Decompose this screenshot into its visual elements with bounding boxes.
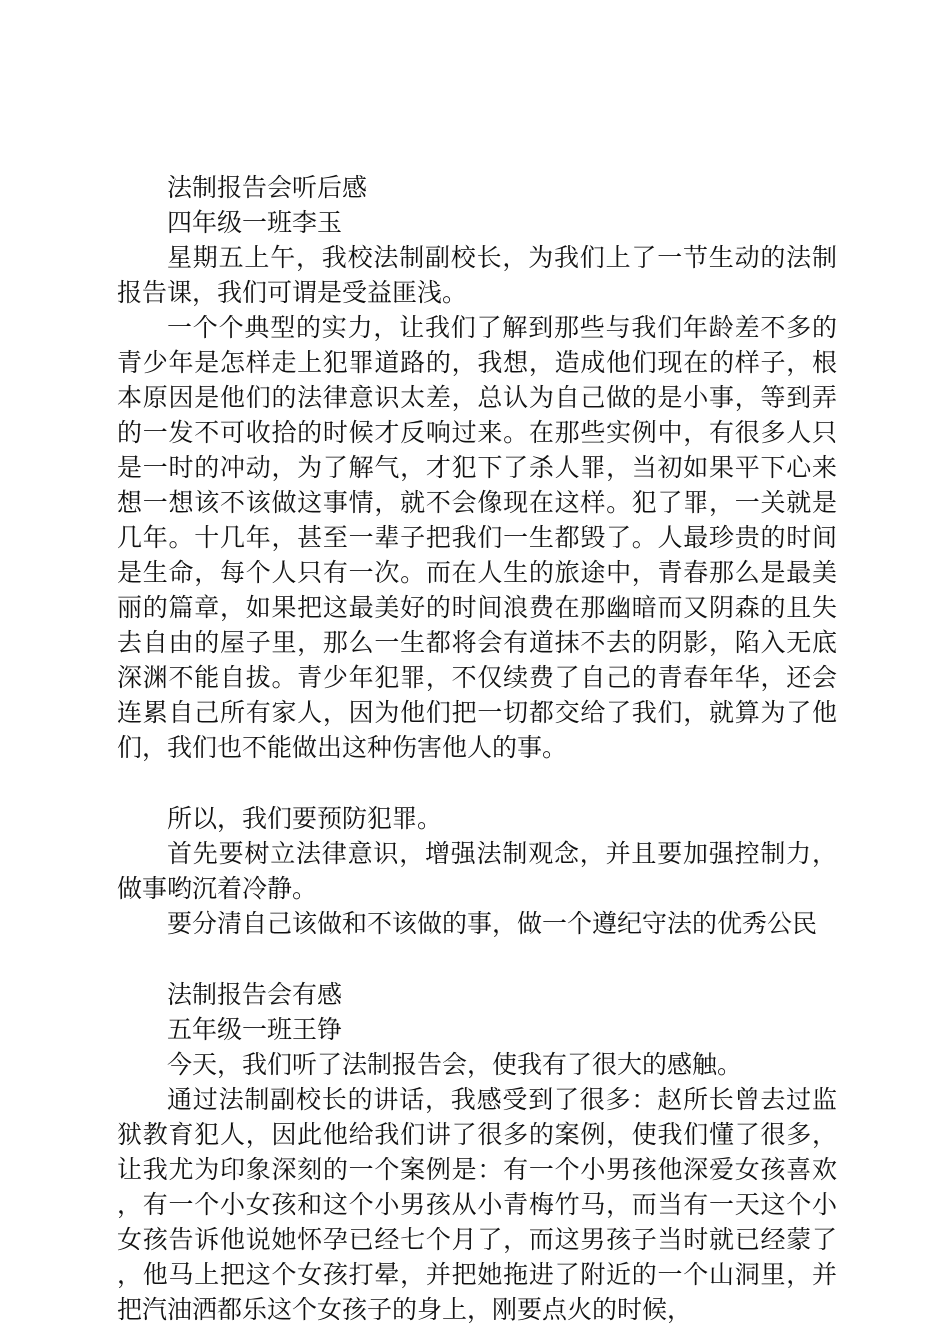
article1-paragraph-5: 要分清自己该做和不该做的事，做一个遵纪守法的优秀公民 (167, 909, 818, 938)
article2-paragraph-1: 今天，我们听了法制报告会，使我有了很大的感触。 (167, 1050, 743, 1079)
article1-paragraph-4: 首先要树立法律意识，增强法制观念，并且要加强控制力，做事哟沉着冷静。 (117, 839, 837, 903)
article2-title: 法制报告会有感 (167, 980, 343, 1009)
article2-paragraph-2: 通过法制副校长的讲话，我感受到了很多：赵所长曾去过监狱教育犯人，因此他给我们讲了很多的案例，使我们懂了很多，让我尤为印象深刻的一个案例是：有一个小男孩他深爱女孩喜欢，有一个小女孩和这个小男孩从小青梅竹马，而当有一天这个小女孩告诉他说她怀孕已经七个月了，而这男孩子当时就已经蒙了，他马上把这个女孩打晕，并把她拖进了附近的一个山洞里，并把汽油洒都乐这个女孩子的身上，刚要点火的时候， (117, 1085, 837, 1324)
article1-paragraph-2: 一个个典型的实力，让我们了解到那些与我们年龄差不多的青少年是怎样走上犯罪道路的，我想，造成他们现在的样子，根本原因是他们的法律意识太差，总认为自己做的是小事，等到弄的一发不可收拾的时候才反响过来。在那些实例中，有很多人只是一时的冲动，为了解气，才犯下了杀人罪，当初如果平下心来想一想该不该做这事情，就不会像现在这样。犯了罪，一关就是几年。十几年，甚至一辈子把我们一生都毁了。人最珍贵的时间是生命，每个人只有一次。而在人生的旅途中，青春那么是最美丽的篇章，如果把这最美好的时间浪费在那幽暗而又阴森的且失去自由的屋子里，那么一生都将会有道抹不去的阴影，陷入无底深渊不能自拔。青少年犯罪，不仅续费了自己的青春年华，还会连累自己所有家人，因为他们把一切都交给了我们，就算为了他们，我们也不能做出这种伤害他人的事。 (117, 313, 837, 762)
article-gap (117, 941, 837, 977)
article1-paragraph-1: 星期五上午，我校法制副校长，为我们上了一节生动的法制报告课，我们可谓是受益匪浅。 (117, 243, 837, 307)
article1-title: 法制报告会听后感 (167, 173, 368, 202)
document-body (117, 170, 837, 1327)
article1-author: 四年级一班李玉 (167, 208, 343, 237)
paragraph-gap (117, 765, 837, 801)
article2-author: 五年级一班王铮 (167, 1015, 343, 1044)
article1-paragraph-3: 所以，我们要预防犯罪。 (167, 804, 443, 833)
